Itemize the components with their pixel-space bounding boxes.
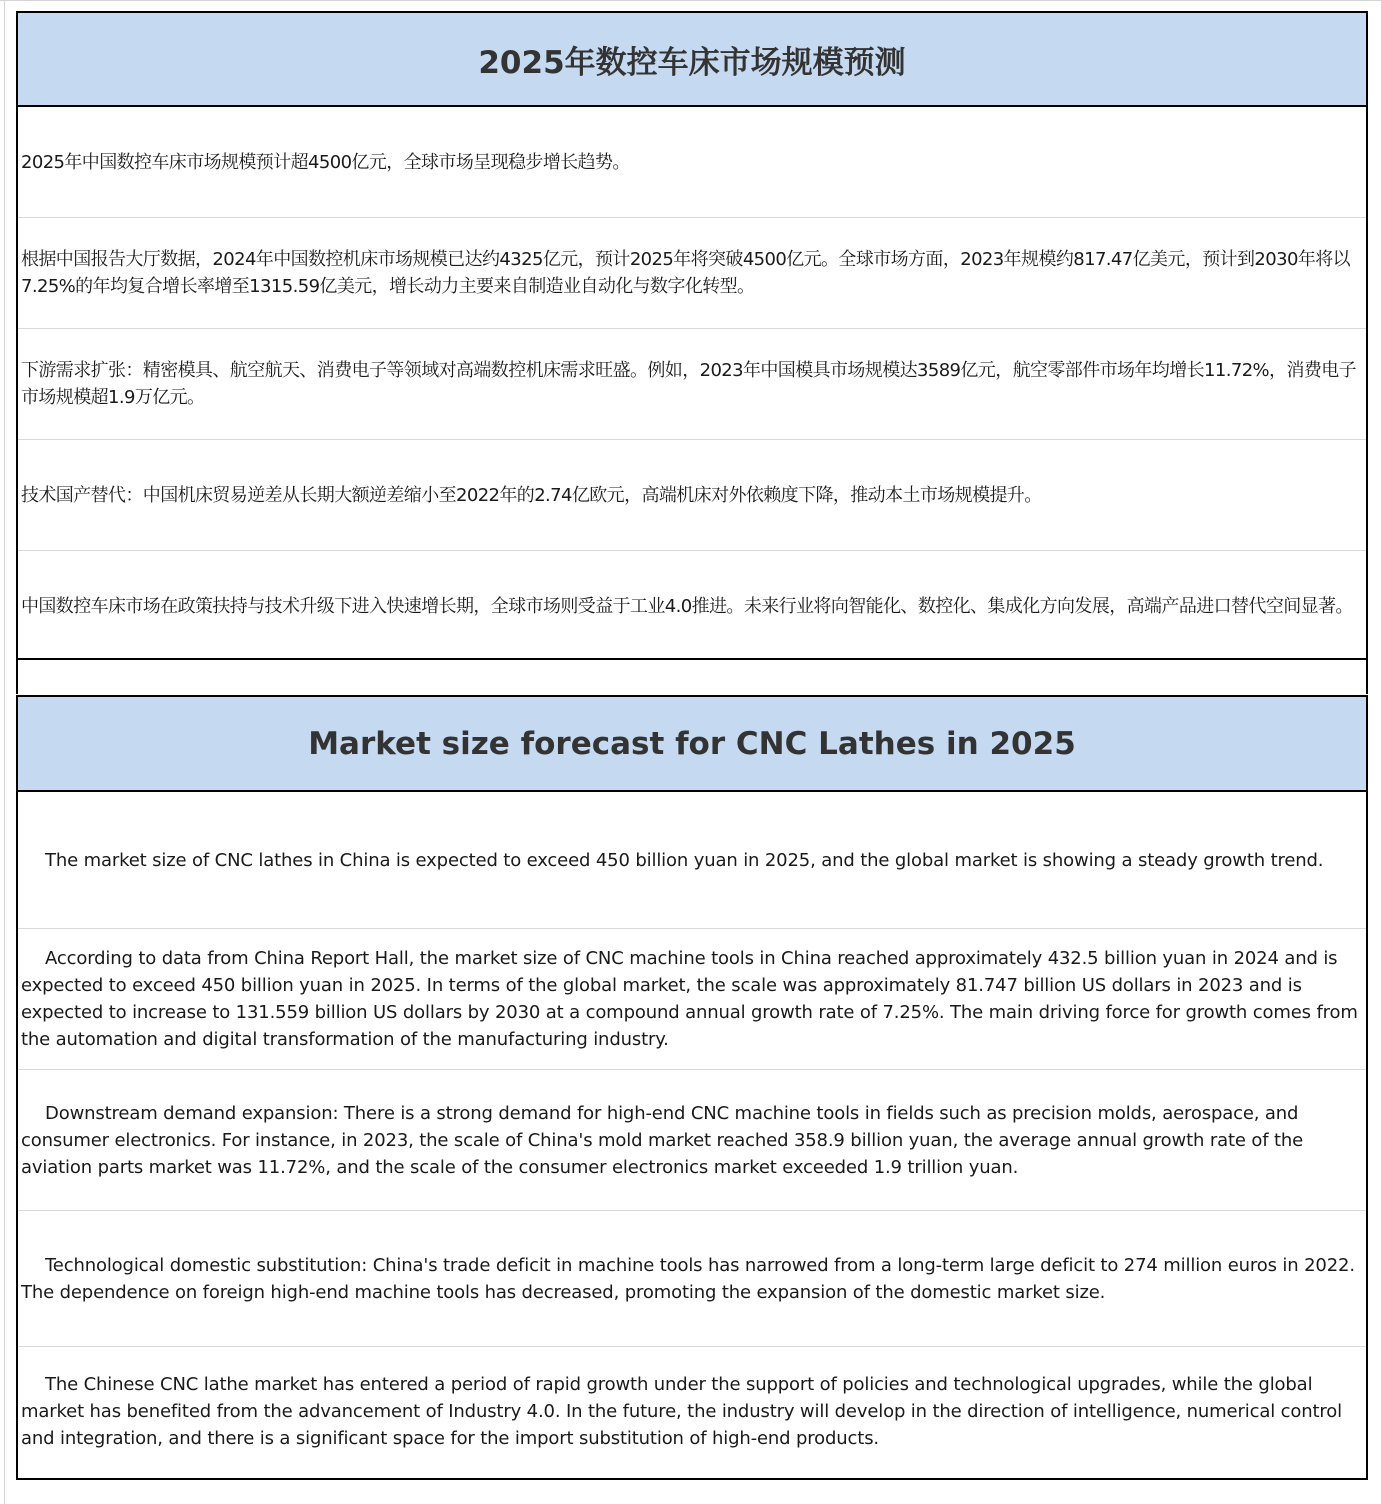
english-paragraph-market-data: According to data from China Report Hall, the market size of CNC machine tools in China reached approximately 432.5 billion yuan in 2024 and is expected to exceed 450 billion yuan in 2025. In terms of the global market, the scale was approximately 81.747 billion US dollars in 2023 and is expected to increase to 131.559 billion US dollars by 2030 at a compound annual growth rate of 7.25%. The main driving force for growth comes from the automation and digital transformation of the manufacturing industry. [21,948,1358,1050]
english-paragraph-row [18,1070,1366,1211]
english-paragraph-row [18,1347,1366,1476]
english-paragraph-downstream-demand: Downstream demand expansion: There is a strong demand for high-end CNC machine tools in fields such as precision molds, aerospace, and consumer electronics. For instance, in 2023, the scale of China's mold market reached 358.9 billion yuan, the average annual growth rate of the aviation parts market was 11.72%, and the scale of the consumer electronics market exceeded 1.9 trillion yuan. [21,1102,1304,1178]
chinese-paragraph-row [18,329,1366,440]
english-paragraph-row [18,929,1366,1070]
english-paragraph-row [18,1211,1366,1347]
chinese-section-title: 2025年数控车床市场规模预测 [478,44,906,81]
english-paragraph-row [18,792,1366,929]
chinese-paragraph-domestic-substitution: 技术国产替代：中国机床贸易逆差从长期大额逆差缩小至2022年的2.74亿欧元，高端机床对外依赖度下降，推动本土市场规模提升。 [21,484,1042,506]
chinese-paragraph-market-data: 根据中国报告大厅数据，2024年中国数控机床市场规模已达约4325亿元，预计2025年将突破4500亿元。全球市场方面，2023年规模约817.47亿美元，预计到2030年将以7.25%的年均复合增长率增至1315.59亿美元，增长动力主要来自制造业自动化与数字化转型。 [21,249,1351,297]
chinese-paragraph-row [18,551,1366,662]
english-paragraph-summary: The market size of CNC lathes in China is expected to exceed 450 billion yuan in 2025, and the global market is showing a steady growth trend. [45,849,1324,871]
chinese-paragraph-row [18,107,1366,218]
chinese-paragraph-row [18,440,1366,551]
sheet-gridline-top [0,0,1381,1]
chinese-paragraph-summary: 2025年中国数控车床市场规模预计超4500亿元，全球市场呈现稳步增长趋势。 [21,151,630,173]
chinese-paragraph-conclusion: 中国数控车床市场在政策扶持与技术升级下进入快速增长期，全球市场则受益于工业4.0推进。未来行业将向智能化、数控化、集成化方向发展，高端产品进口替代空间显著。 [21,596,1353,617]
english-section [16,695,1368,1480]
sheet-gridline-left [4,0,5,1504]
english-paragraph-domestic-substitution: Technological domestic substitution: China's trade deficit in machine tools has narrowed from a long-term large deficit to 274 million euros in 2022. The dependence on foreign high-end machine tools has decreased, promoting the expansion of the domestic market size. [21,1254,1355,1303]
empty-spacer-row [16,660,1368,694]
english-section-title: Market size forecast for CNC Lathes in 2025 [308,725,1076,762]
english-paragraph-conclusion: The Chinese CNC lathe market has entered a period of rapid growth under the support of policies and technological upgrades, while the global market has benefited from the advancement of Industry 4.0. In the future, the industry will develop in the direction of intelligence, numerical control and integration, and there is a significant space for the import substitution of high-end products. [21,1374,1342,1449]
chinese-paragraph-row [18,218,1366,329]
chinese-paragraph-downstream-demand: 下游需求扩张：精密模具、航空航天、消费电子等领域对高端数控机床需求旺盛。例如，2023年中国模具市场规模达3589亿元，航空零部件市场年均增长11.72%，消费电子市场规模超1.9万亿元。 [21,360,1357,408]
chinese-section-header [18,13,1366,107]
chinese-section [16,11,1368,660]
english-section-header [18,697,1366,792]
